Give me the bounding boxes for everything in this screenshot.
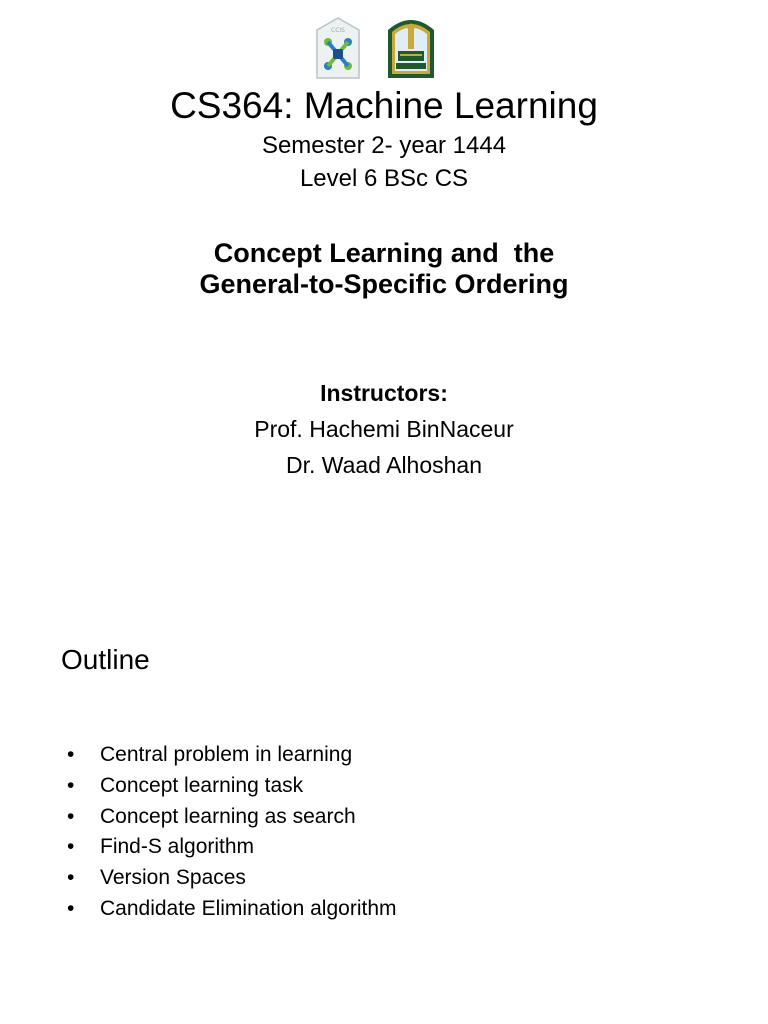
- bullet-icon: •: [67, 866, 75, 890]
- list-item-text: Version Spaces: [100, 866, 246, 890]
- topic-title-line-2: General-to-Specific Ordering: [199, 269, 569, 299]
- college-logo-text: CCIS: [331, 27, 345, 34]
- list-item-text: Find-S algorithm: [100, 835, 255, 859]
- outline-title: Outline: [61, 644, 150, 675]
- list-item-text: Concept learning as search: [100, 804, 356, 828]
- topic-title-line-1: Concept Learning and the: [213, 238, 555, 268]
- course-title: CS364: Machine Learning: [170, 85, 598, 126]
- instructors-label: Instructors:: [320, 380, 448, 406]
- bullet-icon: •: [67, 896, 75, 920]
- bullet-icon: •: [67, 835, 75, 859]
- level-line: Level 6 BSc CS: [299, 165, 469, 192]
- list-item-text: Concept learning task: [100, 773, 304, 797]
- instructor-name: Dr. Waad Alhoshan: [285, 452, 483, 478]
- university-logo: [386, 16, 436, 80]
- instructor-name: Prof. Hachemi BinNaceur: [254, 416, 514, 442]
- bullet-icon: •: [67, 743, 75, 766]
- outline-slide: [0, 512, 768, 1024]
- list-item-text: Central problem in learning: [100, 743, 353, 766]
- semester-line: Semester 2- year 1444: [261, 132, 507, 159]
- bullet-icon: •: [67, 773, 75, 797]
- university-logo-icon: [386, 16, 436, 80]
- college-logo: [313, 16, 363, 80]
- list-item-text: Candidate Elimination algorithm: [100, 896, 397, 920]
- logo-row: [0, 16, 768, 82]
- college-logo-icon: [313, 16, 363, 80]
- bullet-icon: •: [67, 804, 75, 828]
